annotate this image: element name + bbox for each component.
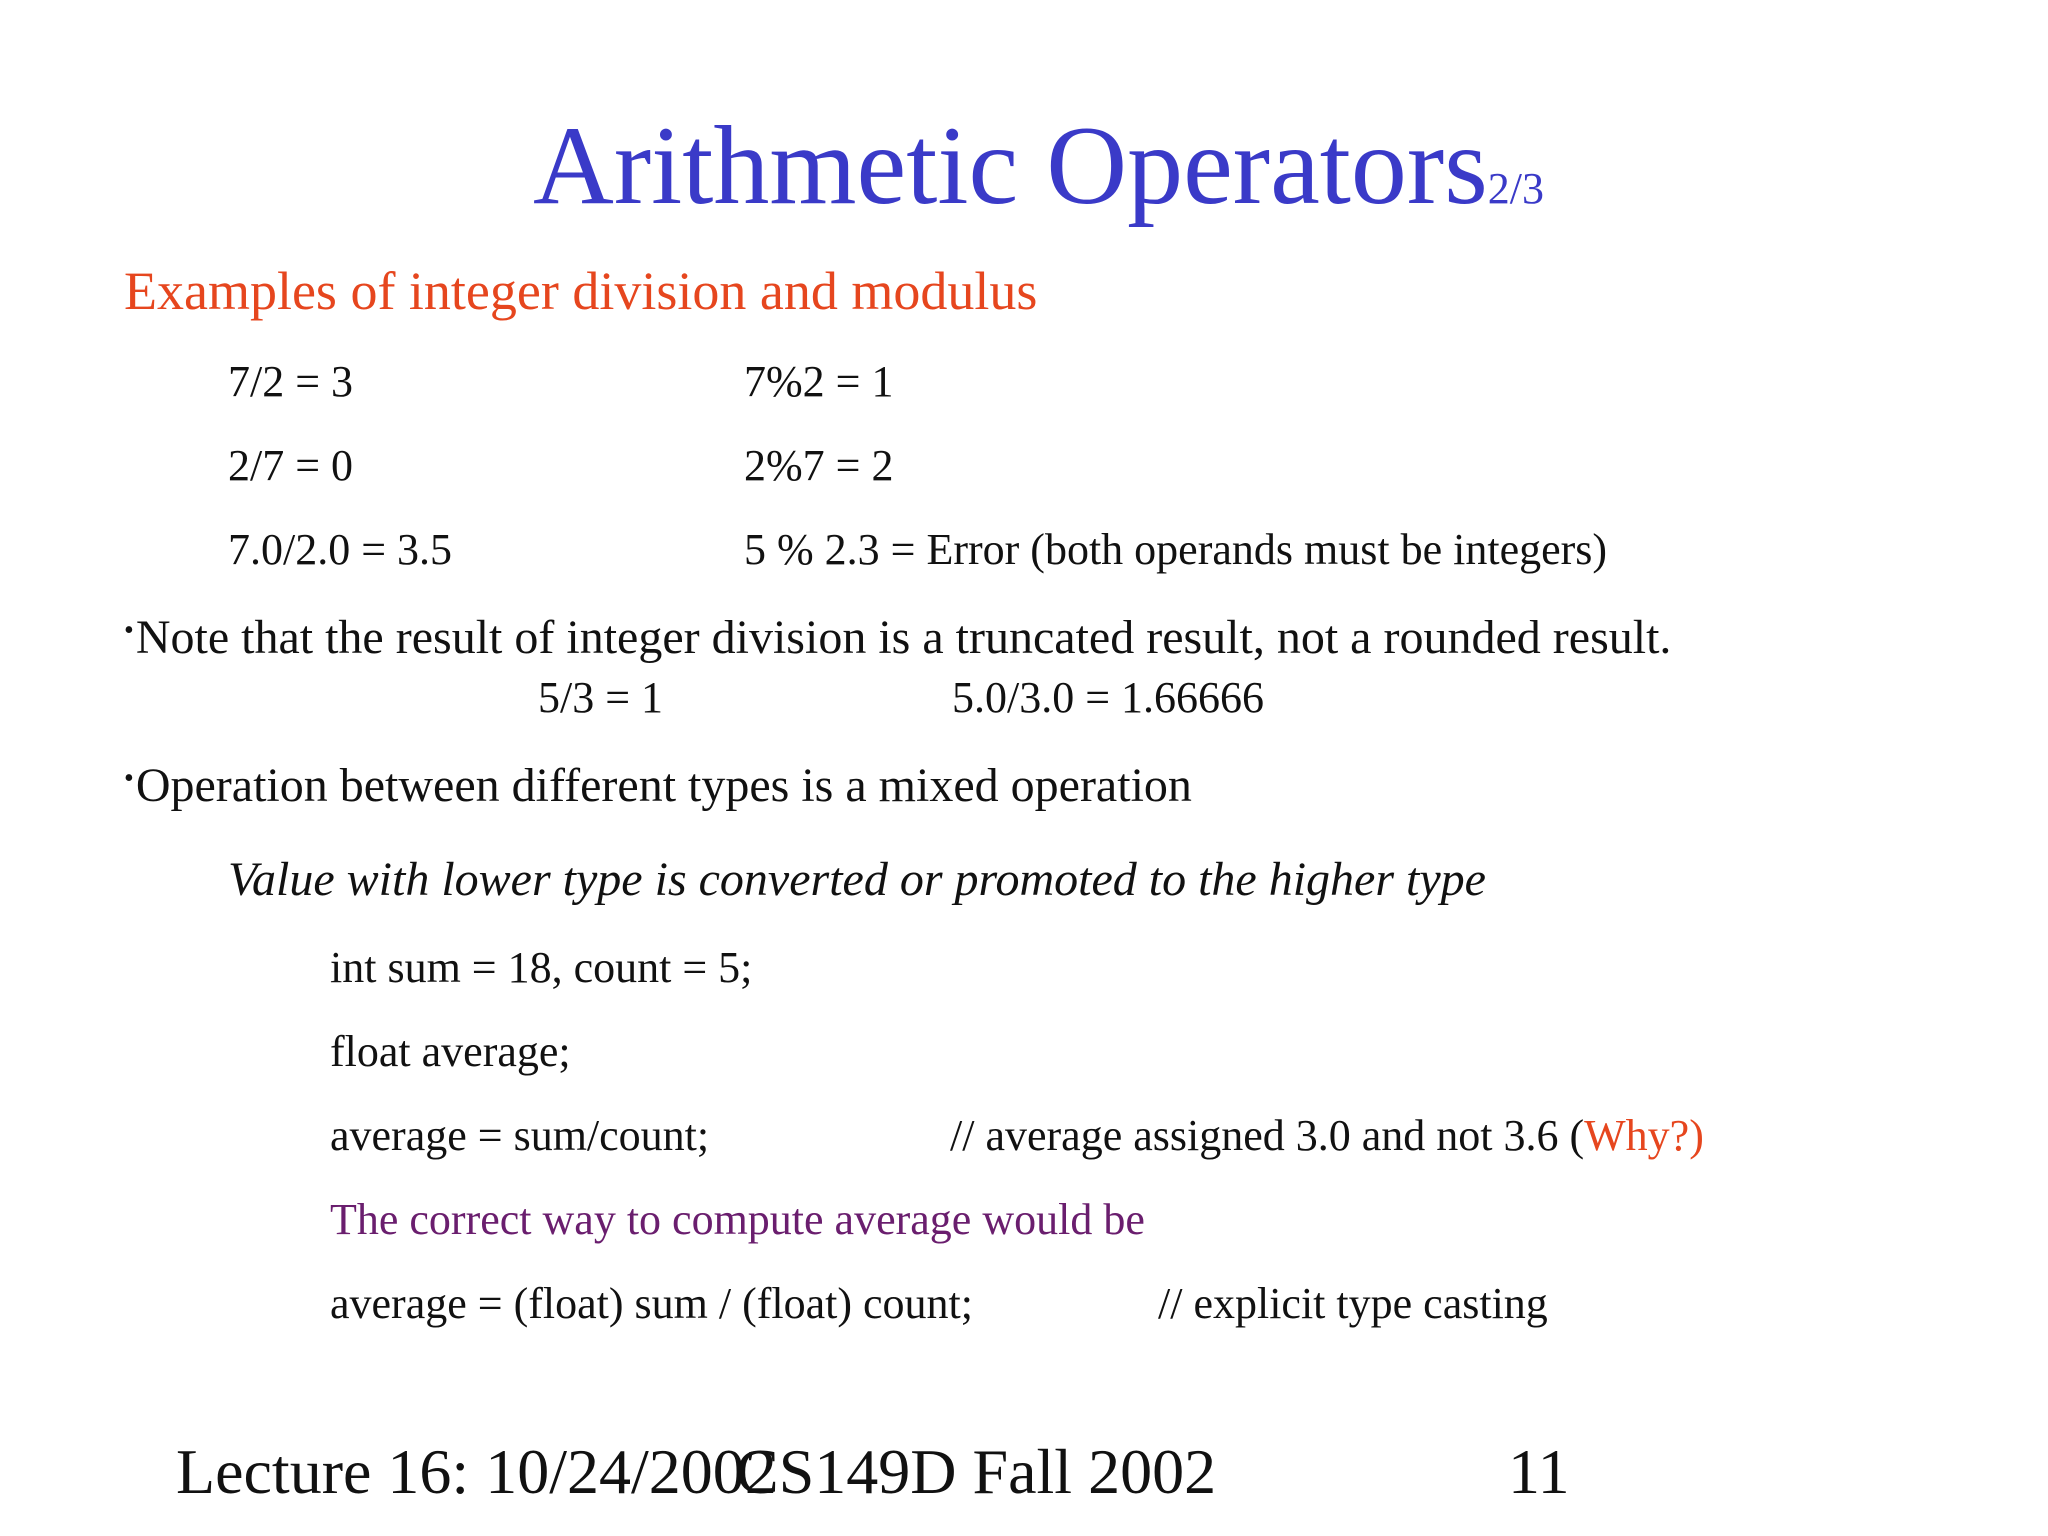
bullet-truncation-note (124, 611, 1672, 664)
bullet-text: Operation between different types is a mixed operation (135, 759, 1192, 812)
footer-course: CS149D Fall 2002 (736, 1436, 1217, 1507)
slide-title (533, 104, 1545, 228)
code-comment-cast: // explicit type casting (1158, 1279, 1548, 1328)
footer-page-number: 11 (1508, 1436, 1570, 1507)
slide-title-sub: 2/3 (1487, 164, 1545, 213)
comment-text: // average assigned 3.0 and not 3.6 ( (950, 1111, 1585, 1160)
bullet-text: Note that the result of integer division is a truncated result, not a rounded result. (135, 611, 1672, 664)
bullet-marker: • (124, 615, 134, 646)
code-line-declaration: int sum = 18, count = 5; (330, 943, 753, 992)
example-division-2: 2/7 = 0 (228, 441, 354, 490)
code-comment-average (950, 1111, 1704, 1160)
promotion-note: Value with lower type is converted or promoted to the higher type (228, 853, 1486, 906)
example-modulus-1: 7%2 = 1 (744, 357, 894, 406)
code-line-cast: average = (float) sum / (float) count; (330, 1279, 974, 1328)
truncation-example-integer: 5/3 = 1 (538, 673, 664, 722)
example-modulus-2: 2%7 = 2 (744, 441, 894, 490)
code-line-float-declaration: float average; (330, 1027, 571, 1076)
example-division-1: 7/2 = 3 (228, 357, 354, 406)
code-line-average: average = sum/count; (330, 1111, 710, 1160)
example-modulus-3: 5 % 2.3 = Error (both operands must be integers) (744, 525, 1608, 574)
footer-lecture-date: Lecture 16: 10/24/2002 (176, 1436, 777, 1507)
section-heading: Examples of integer division and modulus (124, 261, 1038, 321)
bullet-marker: • (124, 763, 134, 794)
truncation-example-float: 5.0/3.0 = 1.66666 (952, 673, 1265, 722)
example-division-3: 7.0/2.0 = 3.5 (228, 525, 453, 574)
why-question: Why?) (1584, 1111, 1704, 1160)
bullet-mixed-operation (124, 759, 1192, 812)
slide-title-main: Arithmetic Operators (533, 104, 1488, 228)
correct-way-note: The correct way to compute average would be (330, 1195, 1145, 1244)
